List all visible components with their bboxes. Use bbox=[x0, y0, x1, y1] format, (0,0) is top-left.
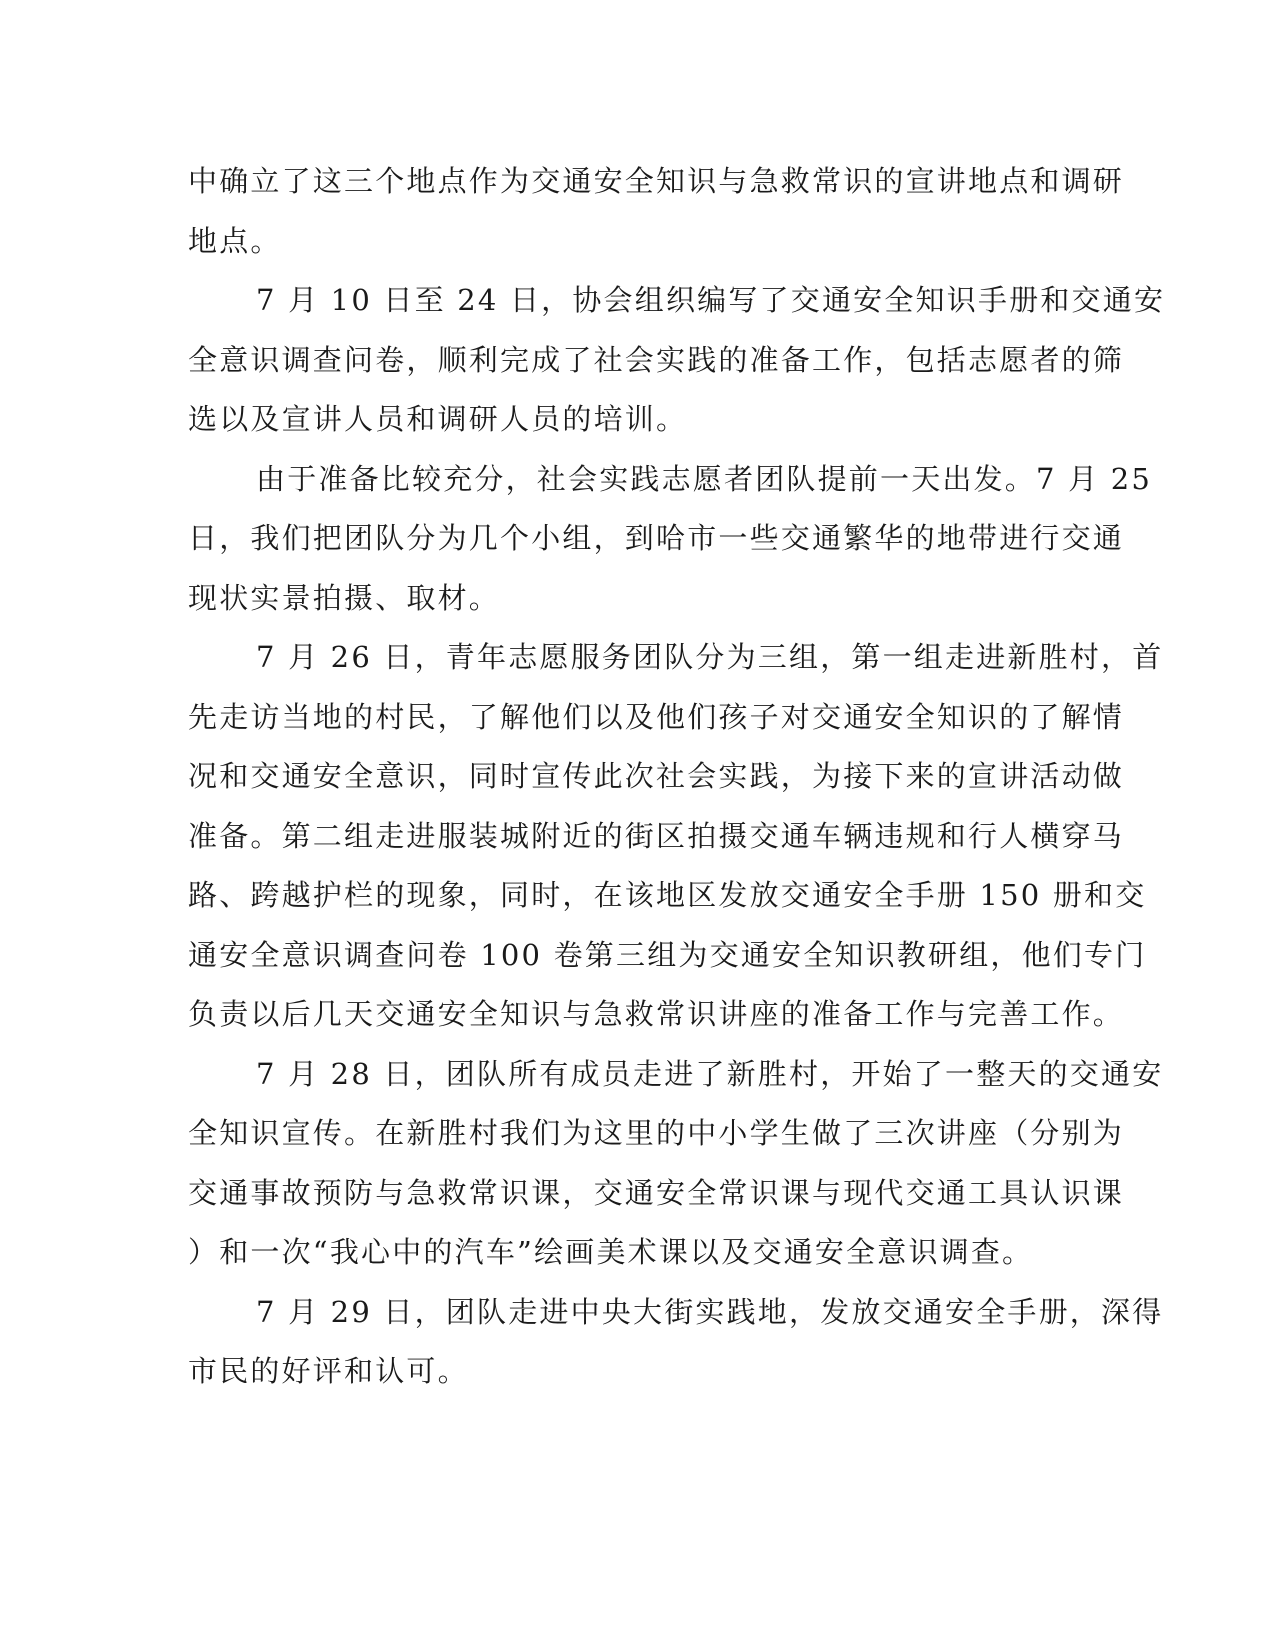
text-line: 通安全意识调查问卷 100 卷第三组为交通安全知识教研组，他们专门 bbox=[188, 937, 1147, 972]
text-line: 由于准备比较充分，社会实践志愿者团队提前一天出发。7 月 25 bbox=[256, 461, 1152, 496]
text-line: 现状实景拍摄、取材。 bbox=[188, 580, 501, 615]
paragraph-5 bbox=[188, 1045, 1164, 1283]
paragraph-3 bbox=[188, 450, 1152, 629]
text-line: 7 月 28 日，团队所有成员走进了新胜村，开始了一整天的交通安 bbox=[256, 1056, 1164, 1091]
text-line: 中确立了这三个地点作为交通安全知识与急救常识的宣讲地点和调研 bbox=[188, 164, 1125, 198]
text-line: 7 月 29 日，团队走进中央大街实践地，发放交通安全手册，深得 bbox=[256, 1294, 1164, 1329]
text-line: 况和交通安全意识，同时宣传此次社会实践，为接下来的宣讲活动做 bbox=[188, 759, 1125, 793]
text-line: 负责以后几天交通安全知识与急救常识讲座的准备工作与完善工作。 bbox=[188, 997, 1125, 1031]
paragraph-4 bbox=[188, 628, 1164, 1045]
text-line: 全知识宣传。在新胜村我们为这里的中小学生做了三次讲座（分别为 bbox=[188, 1116, 1125, 1150]
text-line: 先走访当地的村民，了解他们以及他们孩子对交通安全知识的了解情 bbox=[188, 699, 1125, 734]
text-line: 选以及宣讲人员和调研人员的培训。 bbox=[188, 402, 688, 436]
text-line: 日，我们把团队分为几个小组，到哈市一些交通繁华的地带进行交通 bbox=[188, 521, 1125, 555]
paragraph-6 bbox=[188, 1283, 1164, 1402]
text-line: 路、跨越护栏的现象，同时，在该地区发放交通安全手册 150 册和交 bbox=[188, 878, 1147, 912]
document-body bbox=[188, 152, 1166, 1402]
text-line: 地点。 bbox=[188, 223, 282, 258]
text-line: 交通事故预防与急救常识课，交通安全常识课与现代交通工具认识课 bbox=[188, 1175, 1125, 1210]
paragraph-2 bbox=[188, 271, 1166, 450]
text-line: 7 月 26 日，青年志愿服务团队分为三组，第一组走进新胜村，首 bbox=[256, 640, 1164, 674]
text-line: 准备。第二组走进服装城附近的街区拍摄交通车辆违规和行人横穿马 bbox=[188, 818, 1125, 853]
text-line: ）和一次“我心中的汽车”绘画美术课以及交通安全意识调查。 bbox=[188, 1235, 1034, 1269]
text-line: 市民的好评和认可。 bbox=[188, 1354, 469, 1388]
text-line: 7 月 10 日至 24 日，协会组织编写了交通安全知识手册和交通安 bbox=[256, 283, 1166, 317]
paragraph-1 bbox=[188, 152, 1125, 271]
text-line: 全意识调查问卷，顺利完成了社会实践的准备工作，包括志愿者的筛 bbox=[188, 342, 1125, 377]
